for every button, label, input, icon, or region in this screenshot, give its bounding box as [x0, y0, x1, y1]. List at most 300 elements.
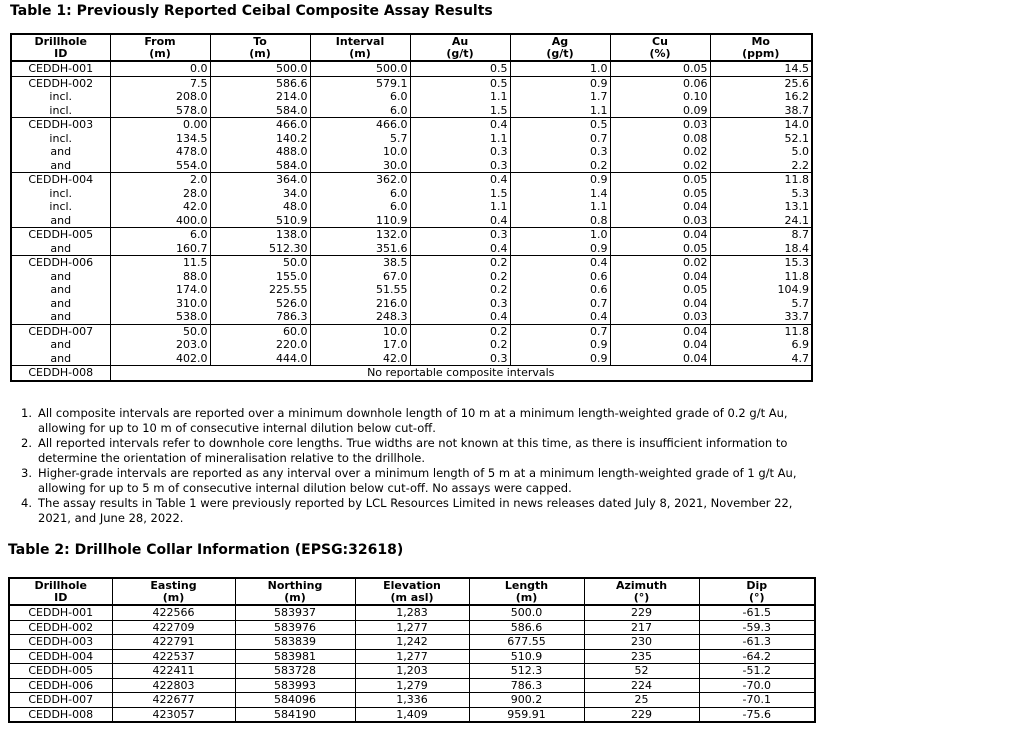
- value-cell: 10.0: [310, 324, 410, 338]
- value-cell: 1.1: [410, 90, 510, 104]
- value-cell: 38.7: [710, 104, 812, 118]
- note-item: All reported intervals refer to downhole core lengths. True widths are not known at this time, as there is insufficient information to determine the orientation of mineralisation relative to the drillhole.: [38, 436, 788, 465]
- value-cell: 584.0: [210, 159, 310, 173]
- value-cell: 214.0: [210, 90, 310, 104]
- value-cell: 0.2: [510, 159, 610, 173]
- value-cell: 0.2: [410, 256, 510, 270]
- value-cell: 510.9: [210, 214, 310, 228]
- column-header-line: Dip: [746, 579, 768, 592]
- column-header-line: Drillhole: [34, 35, 87, 48]
- value-cell: 140.2: [210, 132, 310, 146]
- drillhole-id-cell: incl.: [49, 103, 73, 117]
- drillhole-id-cell: and: [50, 338, 72, 351]
- table-row: [11, 90, 812, 104]
- value-cell: 0.9: [510, 173, 610, 187]
- value-cell: 104.9: [710, 283, 812, 297]
- column-header-line: (g/t): [546, 46, 574, 60]
- value-cell: 422411: [112, 664, 235, 679]
- value-cell: 25.6: [710, 76, 812, 90]
- value-cell: 110.9: [310, 214, 410, 228]
- drillhole-id-cell: CEDDH-007: [9, 693, 112, 708]
- column-header: [510, 34, 610, 61]
- column-header-line: Interval: [335, 35, 385, 48]
- table2-title: Table 2: Drillhole Collar Information (EPSG:32618): [8, 542, 404, 558]
- value-cell: 0.2: [410, 283, 510, 297]
- drillhole-id-cell: CEDDH-003: [9, 635, 112, 650]
- table-row: [11, 283, 812, 297]
- value-cell: 0.5: [510, 118, 610, 132]
- table2-header: [9, 578, 815, 605]
- note-item: The assay results in Table 1 were previously reported by LCL Resources Limited in news releases dated July 8, 2021, November 22, 2021, and June 28, 2022.: [38, 496, 793, 525]
- drillhole-group: [11, 228, 812, 256]
- table-row: [11, 118, 812, 132]
- value-cell: 0.4: [510, 310, 610, 324]
- value-cell: 554.0: [110, 159, 210, 173]
- value-cell: 583976: [235, 620, 355, 635]
- value-cell: 422566: [112, 605, 235, 620]
- value-cell: 677.55: [469, 635, 584, 650]
- value-cell: 0.7: [510, 132, 610, 146]
- value-cell: 583728: [235, 664, 355, 679]
- value-cell: 5.7: [710, 297, 812, 311]
- column-header-line: (m): [149, 46, 171, 60]
- value-cell: 224: [584, 678, 699, 693]
- value-cell: 220.0: [210, 338, 310, 352]
- table-row: [11, 352, 812, 366]
- value-cell: 0.06: [610, 76, 710, 90]
- value-cell: 248.3: [310, 310, 410, 324]
- value-cell: 8.7: [710, 228, 812, 242]
- drillhole-id-cell: CEDDH-004: [9, 649, 112, 664]
- value-cell: 52: [584, 664, 699, 679]
- value-cell: 0.6: [510, 270, 610, 284]
- value-cell: 444.0: [210, 352, 310, 366]
- value-cell: 17.0: [310, 338, 410, 352]
- value-cell: 11.8: [710, 324, 812, 338]
- table-row: [9, 664, 815, 679]
- value-cell: 0.3: [410, 159, 510, 173]
- value-cell: 1.0: [510, 228, 610, 242]
- drillhole-id-cell: CEDDH-002: [9, 620, 112, 635]
- value-cell: 6.0: [310, 187, 410, 201]
- table-row: [9, 605, 815, 620]
- value-cell: 6.9: [710, 338, 812, 352]
- value-cell: 15.3: [710, 256, 812, 270]
- drillhole-group: [11, 366, 812, 381]
- drillhole-id-cell: incl.: [49, 131, 73, 145]
- drillhole-id-cell: CEDDH-001: [9, 605, 112, 620]
- value-cell: 216.0: [310, 297, 410, 311]
- value-cell: 60.0: [210, 324, 310, 338]
- drillhole-id-cell: and: [50, 269, 72, 283]
- value-cell: 0.04: [610, 270, 710, 284]
- column-header-line: (°): [633, 590, 650, 604]
- value-cell: 1,242: [355, 635, 469, 650]
- drillhole-id-cell: CEDDH-006: [28, 256, 94, 269]
- value-cell: 1.1: [410, 200, 510, 214]
- column-header-line: (g/t): [446, 46, 474, 60]
- table-row: [9, 649, 815, 664]
- value-cell: 52.1: [710, 132, 812, 146]
- value-cell: 0.9: [510, 352, 610, 366]
- value-cell: 488.0: [210, 145, 310, 159]
- table-row: [11, 338, 812, 352]
- value-cell: 364.0: [210, 173, 310, 187]
- value-cell: 1.1: [410, 132, 510, 146]
- value-cell: 6.0: [310, 200, 410, 214]
- value-cell: 11.5: [110, 256, 210, 270]
- value-cell: 500.0: [469, 605, 584, 620]
- table-row: [11, 145, 812, 159]
- value-cell: 584.0: [210, 104, 310, 118]
- value-cell: 900.2: [469, 693, 584, 708]
- value-cell: 203.0: [110, 338, 210, 352]
- value-cell: 1,279: [355, 678, 469, 693]
- column-header-line: Northing: [267, 579, 323, 592]
- column-header-line: Mo: [751, 35, 770, 48]
- value-cell: 229: [584, 707, 699, 722]
- value-cell: 466.0: [210, 118, 310, 132]
- value-cell: 16.2: [710, 90, 812, 104]
- value-cell: 208.0: [110, 90, 210, 104]
- value-cell: 5.7: [310, 132, 410, 146]
- value-cell: 0.3: [410, 228, 510, 242]
- drillhole-group: [11, 173, 812, 228]
- merged-note-cell: No reportable composite intervals: [110, 366, 812, 381]
- column-header-line: (m): [249, 46, 271, 60]
- value-cell: 500.0: [210, 61, 310, 76]
- drillhole-id-cell: CEDDH-008: [28, 366, 94, 379]
- note-item: Higher-grade intervals are reported as any interval over a minimum length of 5 m at a minimum length-weighted grade of 1 g/t Au, allowing for up to 5 m of consecutive internal dilution below cut-off. No assays were capped.: [38, 466, 797, 495]
- column-header-line: ID: [54, 46, 68, 60]
- value-cell: 7.5: [110, 76, 210, 90]
- value-cell: 1.5: [410, 187, 510, 201]
- value-cell: 0.08: [610, 132, 710, 146]
- collar-info-table: [8, 577, 816, 723]
- value-cell: 584096: [235, 693, 355, 708]
- table-row: [11, 256, 812, 270]
- column-header-line: ID: [54, 590, 68, 604]
- value-cell: 132.0: [310, 228, 410, 242]
- column-header-line: Ag: [551, 35, 569, 48]
- column-header-line: (m asl): [390, 590, 434, 604]
- value-cell: 225.55: [210, 283, 310, 297]
- value-cell: 28.0: [110, 187, 210, 201]
- table1-header: [11, 34, 812, 61]
- value-cell: 0.7: [510, 297, 610, 311]
- table-row: [11, 159, 812, 173]
- table-row: [11, 173, 812, 187]
- value-cell: 0.3: [410, 352, 510, 366]
- column-header: [210, 34, 310, 61]
- value-cell: 0.2: [410, 338, 510, 352]
- drillhole-id-cell: and: [50, 351, 72, 365]
- value-cell: 583993: [235, 678, 355, 693]
- drillhole-group: [11, 118, 812, 173]
- value-cell: 67.0: [310, 270, 410, 284]
- value-cell: 786.3: [469, 678, 584, 693]
- assay-results-table: [10, 33, 813, 382]
- value-cell: 400.0: [110, 214, 210, 228]
- value-cell: 422709: [112, 620, 235, 635]
- column-header-line: (m): [284, 590, 306, 604]
- column-header: [410, 34, 510, 61]
- value-cell: 1,203: [355, 664, 469, 679]
- table-row: [11, 214, 812, 228]
- value-cell: 11.8: [710, 270, 812, 284]
- drillhole-id-cell: and: [50, 283, 72, 296]
- value-cell: 0.9: [510, 76, 610, 90]
- value-cell: -59.3: [699, 620, 815, 635]
- drillhole-id-cell: and: [50, 241, 72, 255]
- value-cell: 30.0: [310, 159, 410, 173]
- column-header-line: (m): [162, 590, 185, 604]
- value-cell: 422537: [112, 649, 235, 664]
- value-cell: 0.5: [410, 76, 510, 90]
- column-header-line: Au: [451, 35, 469, 48]
- column-header: [355, 578, 469, 605]
- value-cell: 583839: [235, 635, 355, 650]
- value-cell: 583937: [235, 605, 355, 620]
- value-cell: 512.3: [469, 664, 584, 679]
- column-header-line: Easting: [150, 579, 197, 592]
- value-cell: 0.2: [410, 270, 510, 284]
- value-cell: 0.4: [410, 310, 510, 324]
- value-cell: 0.6: [510, 283, 610, 297]
- value-cell: 229: [584, 605, 699, 620]
- column-header: [710, 34, 812, 61]
- value-cell: 6.0: [110, 228, 210, 242]
- value-cell: 5.3: [710, 187, 812, 201]
- value-cell: 422791: [112, 635, 235, 650]
- value-cell: 0.4: [510, 256, 610, 270]
- value-cell: 1,277: [355, 620, 469, 635]
- value-cell: 422677: [112, 693, 235, 708]
- column-header: [469, 578, 584, 605]
- value-cell: 0.10: [610, 90, 710, 104]
- value-cell: 0.05: [610, 187, 710, 201]
- value-cell: 51.55: [310, 283, 410, 297]
- table-row: [11, 200, 812, 214]
- value-cell: 0.0: [110, 61, 210, 76]
- table-row: [9, 620, 815, 635]
- value-cell: 0.4: [410, 118, 510, 132]
- value-cell: 0.05: [610, 242, 710, 256]
- value-cell: 0.8: [510, 214, 610, 228]
- column-header-line: Azimuth: [615, 579, 668, 592]
- drillhole-group: [11, 256, 812, 325]
- value-cell: 0.04: [610, 228, 710, 242]
- drillhole-id-cell: CEDDH-005: [28, 228, 94, 241]
- value-cell: 0.03: [610, 310, 710, 324]
- column-header-line: (m): [515, 590, 538, 604]
- value-cell: 0.9: [510, 242, 610, 256]
- drillhole-id-cell: incl.: [49, 90, 73, 103]
- column-header: [11, 34, 110, 61]
- column-header-line: Cu: [652, 35, 668, 48]
- value-cell: 1,277: [355, 649, 469, 664]
- value-cell: 6.0: [310, 104, 410, 118]
- value-cell: 0.2: [410, 324, 510, 338]
- drillhole-id-cell: and: [50, 310, 72, 323]
- value-cell: 174.0: [110, 283, 210, 297]
- value-cell: 138.0: [210, 228, 310, 242]
- value-cell: 14.0: [710, 118, 812, 132]
- value-cell: 50.0: [110, 324, 210, 338]
- value-cell: 500.0: [310, 61, 410, 76]
- value-cell: 0.02: [610, 256, 710, 270]
- value-cell: 38.5: [310, 256, 410, 270]
- value-cell: 584190: [235, 707, 355, 722]
- column-header: [235, 578, 355, 605]
- column-header: [610, 34, 710, 61]
- value-cell: 512.30: [210, 242, 310, 256]
- column-header-line: (°): [748, 590, 765, 604]
- column-header-line: (m): [349, 46, 371, 60]
- value-cell: 0.4: [410, 242, 510, 256]
- value-cell: 1.7: [510, 90, 610, 104]
- column-header-line: To: [253, 35, 267, 48]
- value-cell: 48.0: [210, 200, 310, 214]
- table-row: [11, 270, 812, 284]
- value-cell: 0.02: [610, 145, 710, 159]
- value-cell: 4.7: [710, 352, 812, 366]
- value-cell: 583981: [235, 649, 355, 664]
- table-row: [11, 324, 812, 338]
- value-cell: 11.8: [710, 173, 812, 187]
- value-cell: 2.2: [710, 159, 812, 173]
- value-cell: 1.1: [510, 104, 610, 118]
- drillhole-id-cell: CEDDH-007: [28, 324, 94, 338]
- value-cell: 0.04: [610, 297, 710, 311]
- drillhole-id-cell: and: [50, 145, 72, 158]
- table-row: [11, 132, 812, 146]
- table-row: [11, 61, 812, 76]
- value-cell: 526.0: [210, 297, 310, 311]
- column-header: [310, 34, 410, 61]
- value-cell: 6.0: [310, 90, 410, 104]
- drillhole-id-cell: and: [50, 213, 72, 227]
- value-cell: 1.4: [510, 187, 610, 201]
- value-cell: 13.1: [710, 200, 812, 214]
- column-header-line: From: [144, 35, 176, 48]
- value-cell: 959.91: [469, 707, 584, 722]
- value-cell: 50.0: [210, 256, 310, 270]
- table-row: [11, 76, 812, 90]
- value-cell: 24.1: [710, 214, 812, 228]
- value-cell: 579.1: [310, 76, 410, 90]
- value-cell: 5.0: [710, 145, 812, 159]
- value-cell: 510.9: [469, 649, 584, 664]
- value-cell: 155.0: [210, 270, 310, 284]
- value-cell: 42.0: [110, 200, 210, 214]
- value-cell: 0.09: [610, 104, 710, 118]
- value-cell: -70.0: [699, 678, 815, 693]
- table-row: [9, 678, 815, 693]
- value-cell: 134.5: [110, 132, 210, 146]
- drillhole-group: [11, 76, 812, 118]
- value-cell: 2.0: [110, 173, 210, 187]
- value-cell: 14.5: [710, 61, 812, 76]
- column-header: [110, 34, 210, 61]
- value-cell: -51.2: [699, 664, 815, 679]
- value-cell: 478.0: [110, 145, 210, 159]
- value-cell: 0.00: [110, 118, 210, 132]
- table-row: [9, 635, 815, 650]
- note-item: All composite intervals are reported over a minimum downhole length of 10 m at a minimum length-weighted grade of 0.2 g/t Au, allowing for up to 10 m of consecutive internal dilution below cut-off.: [38, 406, 788, 435]
- value-cell: 466.0: [310, 118, 410, 132]
- value-cell: -70.1: [699, 693, 815, 708]
- column-header: [9, 578, 112, 605]
- column-header-line: Elevation: [383, 579, 441, 592]
- table1-title: Table 1: Previously Reported Ceibal Composite Assay Results: [10, 3, 493, 19]
- value-cell: 1,283: [355, 605, 469, 620]
- value-cell: 586.6: [210, 76, 310, 90]
- value-cell: 786.3: [210, 310, 310, 324]
- table-row: [11, 242, 812, 256]
- value-cell: 0.03: [610, 214, 710, 228]
- value-cell: 10.0: [310, 145, 410, 159]
- header-row: [11, 34, 812, 61]
- value-cell: 1,409: [355, 707, 469, 722]
- value-cell: 25: [584, 693, 699, 708]
- column-header-line: Drillhole: [34, 579, 87, 592]
- value-cell: 235: [584, 649, 699, 664]
- value-cell: 230: [584, 635, 699, 650]
- value-cell: 0.05: [610, 61, 710, 76]
- value-cell: 423057: [112, 707, 235, 722]
- drillhole-id-cell: CEDDH-005: [9, 664, 112, 679]
- value-cell: 42.0: [310, 352, 410, 366]
- value-cell: 0.03: [610, 118, 710, 132]
- value-cell: 0.3: [510, 145, 610, 159]
- drillhole-id-cell: CEDDH-002: [28, 76, 94, 90]
- value-cell: 1,336: [355, 693, 469, 708]
- table-row: [11, 228, 812, 242]
- value-cell: 0.3: [410, 297, 510, 311]
- value-cell: 160.7: [110, 242, 210, 256]
- value-cell: 0.04: [610, 352, 710, 366]
- notes-list: [21, 406, 810, 526]
- drillhole-id-cell: CEDDH-004: [28, 173, 94, 186]
- value-cell: 402.0: [110, 352, 210, 366]
- value-cell: 0.04: [610, 324, 710, 338]
- column-header: [112, 578, 235, 605]
- value-cell: -61.3: [699, 635, 815, 650]
- value-cell: 0.04: [610, 200, 710, 214]
- value-cell: 310.0: [110, 297, 210, 311]
- drillhole-id-cell: and: [50, 158, 72, 172]
- value-cell: 422803: [112, 678, 235, 693]
- drillhole-id-cell: CEDDH-008: [9, 707, 112, 722]
- value-cell: 0.04: [610, 338, 710, 352]
- table-row: [11, 310, 812, 324]
- value-cell: 1.5: [410, 104, 510, 118]
- value-cell: 0.3: [410, 145, 510, 159]
- value-cell: 217: [584, 620, 699, 635]
- table-row: [11, 366, 812, 381]
- column-header-line: (ppm): [742, 46, 780, 60]
- drillhole-id-cell: and: [50, 296, 72, 310]
- value-cell: 1.1: [510, 200, 610, 214]
- value-cell: 18.4: [710, 242, 812, 256]
- value-cell: -64.2: [699, 649, 815, 664]
- value-cell: 0.4: [410, 214, 510, 228]
- value-cell: 538.0: [110, 310, 210, 324]
- table-row: [11, 297, 812, 311]
- value-cell: 88.0: [110, 270, 210, 284]
- value-cell: 0.02: [610, 159, 710, 173]
